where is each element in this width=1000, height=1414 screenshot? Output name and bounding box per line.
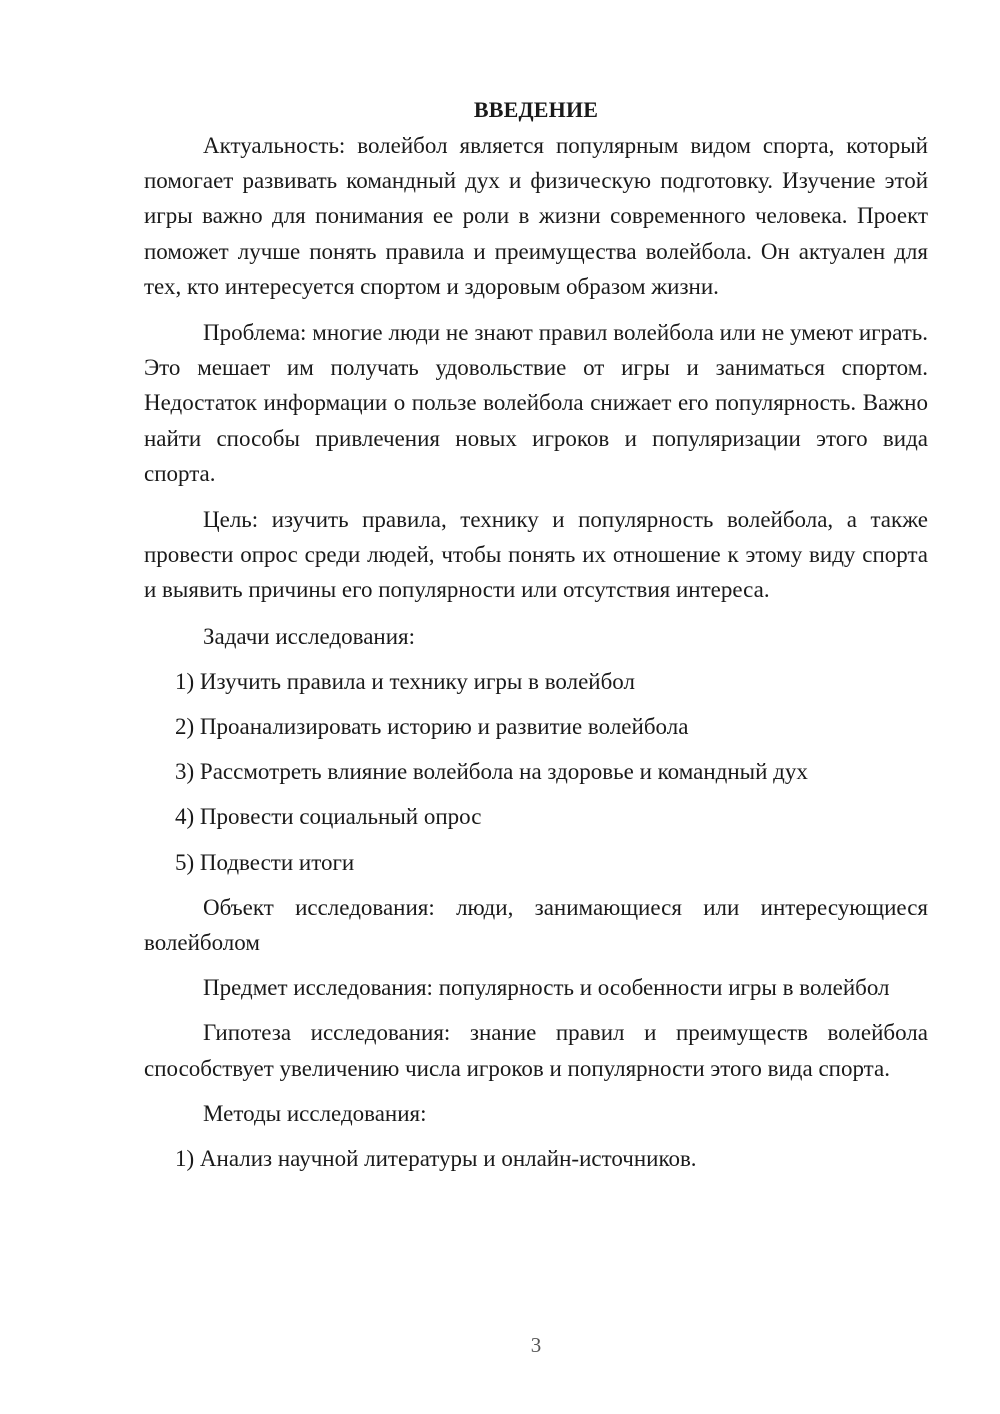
method-item-1: 1) Анализ научной литературы и онлайн-источников. [175,1146,697,1172]
task-item-5: 5) Подвести итоги [175,849,355,875]
subject-paragraph: Предмет исследования: популярность и особенности игры в волейбол [203,975,890,1001]
document-page [144,92,928,1186]
task-item-1: 1) Изучить правила и технику игры в волейбол [175,668,635,694]
methods-heading: Методы исследования: [203,1100,427,1126]
hypothesis-paragraph: Гипотеза исследования: знание правил и преимуществ волейбола способствует увеличению числа игроков и популярности этого вида спорта. [144,1020,928,1081]
task-item-3: 3) Рассмотреть влияние волейбола на здоровье и командный дух [175,759,808,785]
task-item-4: 4) Провести социальный опрос [175,804,482,830]
task-item-2: 2) Проанализировать историю и развитие волейбола [175,714,689,740]
object-paragraph: Объект исследования: люди, занимающиеся или интересующиеся волейболом [144,894,928,956]
goal-paragraph: Цель: изучить правила, технику и популярность волейбола, а также провести опрос среди людей, чтобы понять их отношение к этому виду спорта и выявить причины его популярности или отсутствия интереса. [144,507,928,603]
relevance-paragraph: Актуальность: волейбол является популярным видом спорта, который помогает развивать командный дух и физическую подготовку. Изучение этой игры важно для понимания ее роли в жизни современного человека. Проект поможет лучше понять правила и преимущества волейбола. Он актуален для тех, кто интересуется спортом и здоровым образом жизни. [144,133,928,299]
page-number: 3 [530,1333,542,1357]
problem-paragraph: Проблема: многие люди не знают правил волейбола или не умеют играть. Это мешает им получать удовольствие от игры и заниматься спортом. Недостаток информации о пользе волейбола снижает его популярность. Важно найти способы привлечения новых игроков и популяризации этого вида спорта. [144,320,928,486]
tasks-heading: Задачи исследования: [203,623,416,649]
section-title: ВВЕДЕНИЕ [473,97,599,122]
